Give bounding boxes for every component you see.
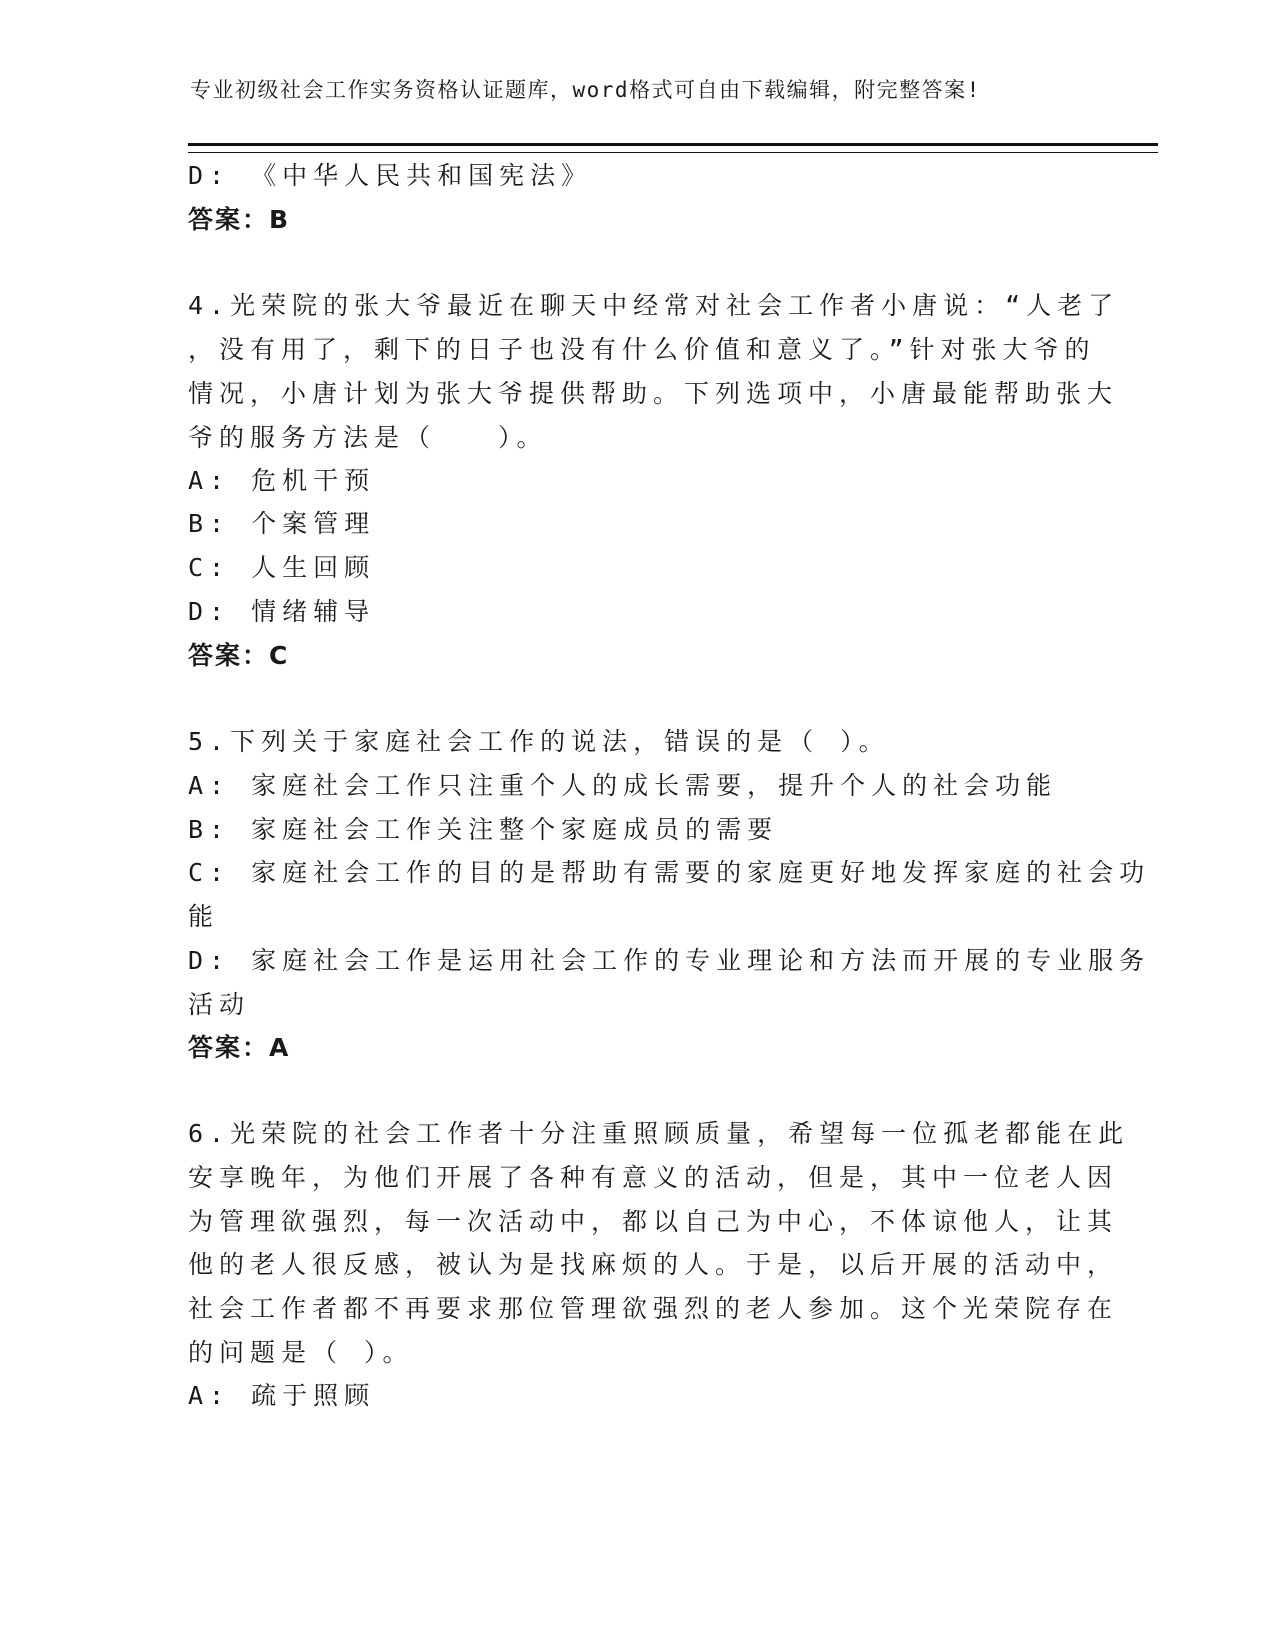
q4-stem-line-3: 情况，小唐计划为张大爷提供帮助。下列选项中，小唐最能帮助张大	[188, 379, 1119, 408]
q6-stem-line-5: 社会工作者都不再要求那位管理欲强烈的老人参加。这个光荣院存在	[188, 1294, 1119, 1323]
q5-option-b: B: 家庭社会工作关注整个家庭成员的需要	[188, 815, 779, 844]
q4-option-c: C: 人生回顾	[188, 553, 376, 582]
q6-option-a: A: 疏于照顾	[188, 1381, 376, 1410]
q5-option-d-line-1: D: 家庭社会工作是运用社会工作的专业理论和方法而开展的专业服务	[188, 946, 1151, 975]
q5-stem-line-1: 5.下列关于家庭社会工作的说法，错误的是（ ）。	[188, 727, 890, 756]
q4-option-d: D: 情绪辅导	[188, 597, 376, 626]
q5-option-d-line-2: 活动	[188, 990, 251, 1019]
q6-stem-line-2: 安享晚年，为他们开展了各种有意义的活动，但是，其中一位老人因	[188, 1163, 1119, 1192]
q5-option-a: A: 家庭社会工作只注重个人的成长需要，提升个人的社会功能	[188, 771, 1058, 800]
q6-stem-line-4: 他的老人很反感，被认为是找麻烦的人。于是，以后开展的活动中，	[188, 1250, 1119, 1279]
q5-option-c-line-1: C: 家庭社会工作的目的是帮助有需要的家庭更好地发挥家庭的社会功	[188, 858, 1151, 887]
q4-option-b: B: 个案管理	[188, 509, 376, 538]
q5-option-c-line-2: 能	[188, 902, 220, 931]
q4-option-a: A: 危机干预	[188, 466, 376, 495]
q3-answer: 答案：B	[188, 205, 291, 234]
q5-answer: 答案：A	[188, 1033, 291, 1062]
q4-stem-line-4: 爷的服务方法是（ ）。	[188, 423, 548, 452]
q6-stem-line-1: 6.光荣院的社会工作者十分注重照顾质量，希望每一位孤老都能在此	[188, 1119, 1130, 1148]
header-rule	[188, 143, 1158, 153]
q4-stem-line-2: ，没有用了，剩下的日子也没有什么价值和意义了。”针对张大爷的	[188, 335, 1096, 364]
q3-option-d: D: 《中华人民共和国宪法》	[188, 161, 593, 190]
q4-answer: 答案：C	[188, 641, 290, 670]
q6-stem-line-6: 的问题是（ ）。	[188, 1338, 414, 1367]
page-header: 专业初级社会工作实务资格认证题库，word格式可自由下载编辑，附完整答案!	[190, 78, 981, 102]
q4-stem-line-1: 4.光荣院的张大爷最近在聊天中经常对社会工作者小唐说：“人老了	[188, 291, 1120, 320]
q6-stem-line-3: 为管理欲强烈，每一次活动中，都以自己为中心，不体谅他人，让其	[188, 1207, 1119, 1236]
